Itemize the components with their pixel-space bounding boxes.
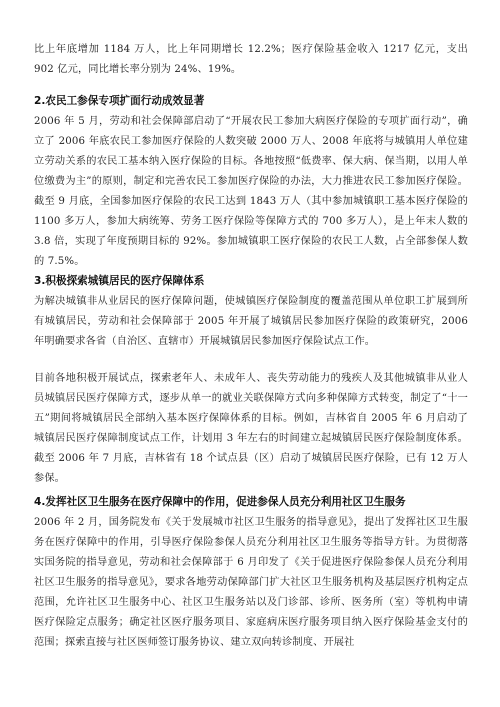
section-2-heading: 2.农民工参保专项扩面行动成效显著 <box>34 95 205 107</box>
intro-paragraph: 比上年底增加 1184 万人，比上年同期增长 12.2%；医疗保险基金收入 1217 亿元，支出 902 亿元，同比增长率分别为 24%、19%。 <box>34 44 468 75</box>
section-4-paragraph: 2006 年 2 月，国务院发布《关于发展城市社区卫生服务的指导意见》，提出了发挥社区卫生服务在医疗保障中的作用，引导医疗保险参保人员充分利用社区卫生服务等指导方针。为贯彻落实国务院的指导意见，劳动和社会保障部于 6 月印发了《关于促进医疗保险参保人员充分利用社区卫生服务的指导意见》，要求各地劳动保障部门扩大社区卫生服务机构及基层医疗机构定点范围，允许社区卫生服务中心、社区卫生服务站以及门诊部、诊所、医务所（室）等机构申请医疗保险定点服务；确定社区医疗服务项目、家庭病床医疗服务项目纳入医疗保险基金支付的范围；探索直接与社区医师签订服务协议、建立双向转诊制度、开展社 <box>34 517 468 648</box>
section-3-paragraph-2: 目前各地积极开展试点，探索老年人、未成年人、丧失劳动能力的残疾人及其他城镇非从业人员城镇居民医疗保障方式，逐步从单一的就业关联保障方式向多种保障方式转变，制定了“十一五”期间将城镇居民全部纳入基本医疗保障体系的目标。例如，吉林省自 2005 年 6 月启动了城镇居民医疗保障制度试点工作，计划用 3 年左右的时间建立起城镇居民医疗保险制度体系。截至 2006 年 7 月底，吉林省有 18 个试点县（区）启动了城镇居民医疗保险，已有 12 万人参保。 <box>34 373 468 484</box>
section-2-paragraph: 2006 年 5 月，劳动和社会保障部启动了“开展农民工参加大病医疗保险的专项扩面行动”，确立了 2006 年底农民工参加医疗保险的人数突破 2000 万人、2008 年底将与城镇用人单位建立劳动关系的农民工基本纳入医疗保险的目标。各地按照“低费率、保大病、保当期，以用人单位缴费为主”的原则，制定和完善农民工参加医疗保险的办法，大力推进农民工参加医疗保险。截至 9 月底，全国参加医疗保险的农民工达到 1843 万人（其中参加城镇职工基本医疗保险的 1100 多万人，参加大病统筹、劳务工医疗保险等保障方式的 700 多万人），是上年末人数的 3.8 倍，实现了年度预期目标的 92%。参加城镇职工医疗保险的农民工人数，占全部参保人数的 7.5%。 <box>34 116 468 267</box>
section-4-heading: 4.发挥社区卫生服务在医疗保障中的作用，促进参保人员充分利用社区卫生服务 <box>34 496 406 508</box>
section-3-heading: 3.积极探索城镇居民的医疗保障体系 <box>34 275 205 287</box>
section-3-paragraph-1: 为解决城镇非从业居民的医疗保障问题，使城镇医疗保险制度的覆盖范围从单位职工扩展到所有城镇居民，劳动和社会保障部于 2005 年开展了城镇居民参加医疗保险的政策研究，2006 年明确要求各省（自治区、直辖市）开展城镇居民参加医疗保险试点工作。 <box>34 296 468 347</box>
